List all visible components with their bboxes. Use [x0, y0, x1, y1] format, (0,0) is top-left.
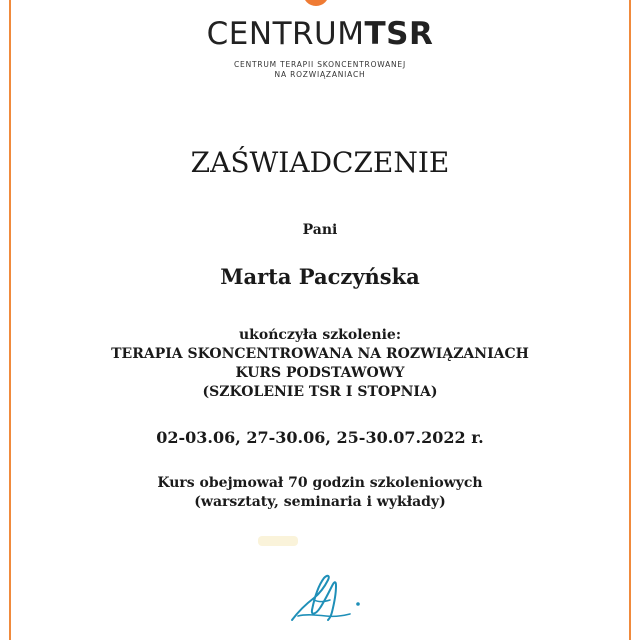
- salutation: Pani: [302, 222, 338, 238]
- hours-line2: (warsztaty, seminaria i wykłady): [194, 494, 446, 510]
- course-degree: (SZKOLENIE TSR I STOPNIA): [202, 384, 438, 400]
- brand-subtitle: [0, 60, 640, 80]
- frame-border-right: [629, 0, 631, 640]
- logo-mark-icon: [303, 0, 329, 6]
- completed-label: ukończyła szkolenie:: [238, 327, 401, 343]
- brand-name-light: CENTRUM: [206, 16, 365, 52]
- hours-line1: Kurs obejmował 70 godzin szkoleniowych: [157, 475, 483, 491]
- brand-name-bold: TSR: [364, 16, 434, 52]
- course-level: KURS PODSTAWOWY: [235, 365, 405, 381]
- course-hours: [0, 474, 640, 512]
- faint-stamp-mark: [258, 536, 298, 546]
- course-name: TERAPIA SKONCENTROWANA NA ROZWIĄZANIACH: [111, 346, 529, 362]
- course-description: [0, 326, 640, 402]
- frame-border-left: [9, 0, 11, 640]
- brand-subtitle-line1: CENTRUM TERAPII SKONCENTROWANEJ: [234, 60, 406, 69]
- recipient-name: Marta Paczyńska: [220, 264, 420, 289]
- certificate-title: ZAŚWIADCZENIE: [190, 146, 450, 179]
- signature-icon: [284, 560, 374, 626]
- course-dates: 02-03.06, 27-30.06, 25-30.07.2022 r.: [156, 428, 484, 447]
- brand-logo: [0, 16, 640, 52]
- brand-subtitle-line2: NA ROZWIĄZANIACH: [274, 70, 366, 79]
